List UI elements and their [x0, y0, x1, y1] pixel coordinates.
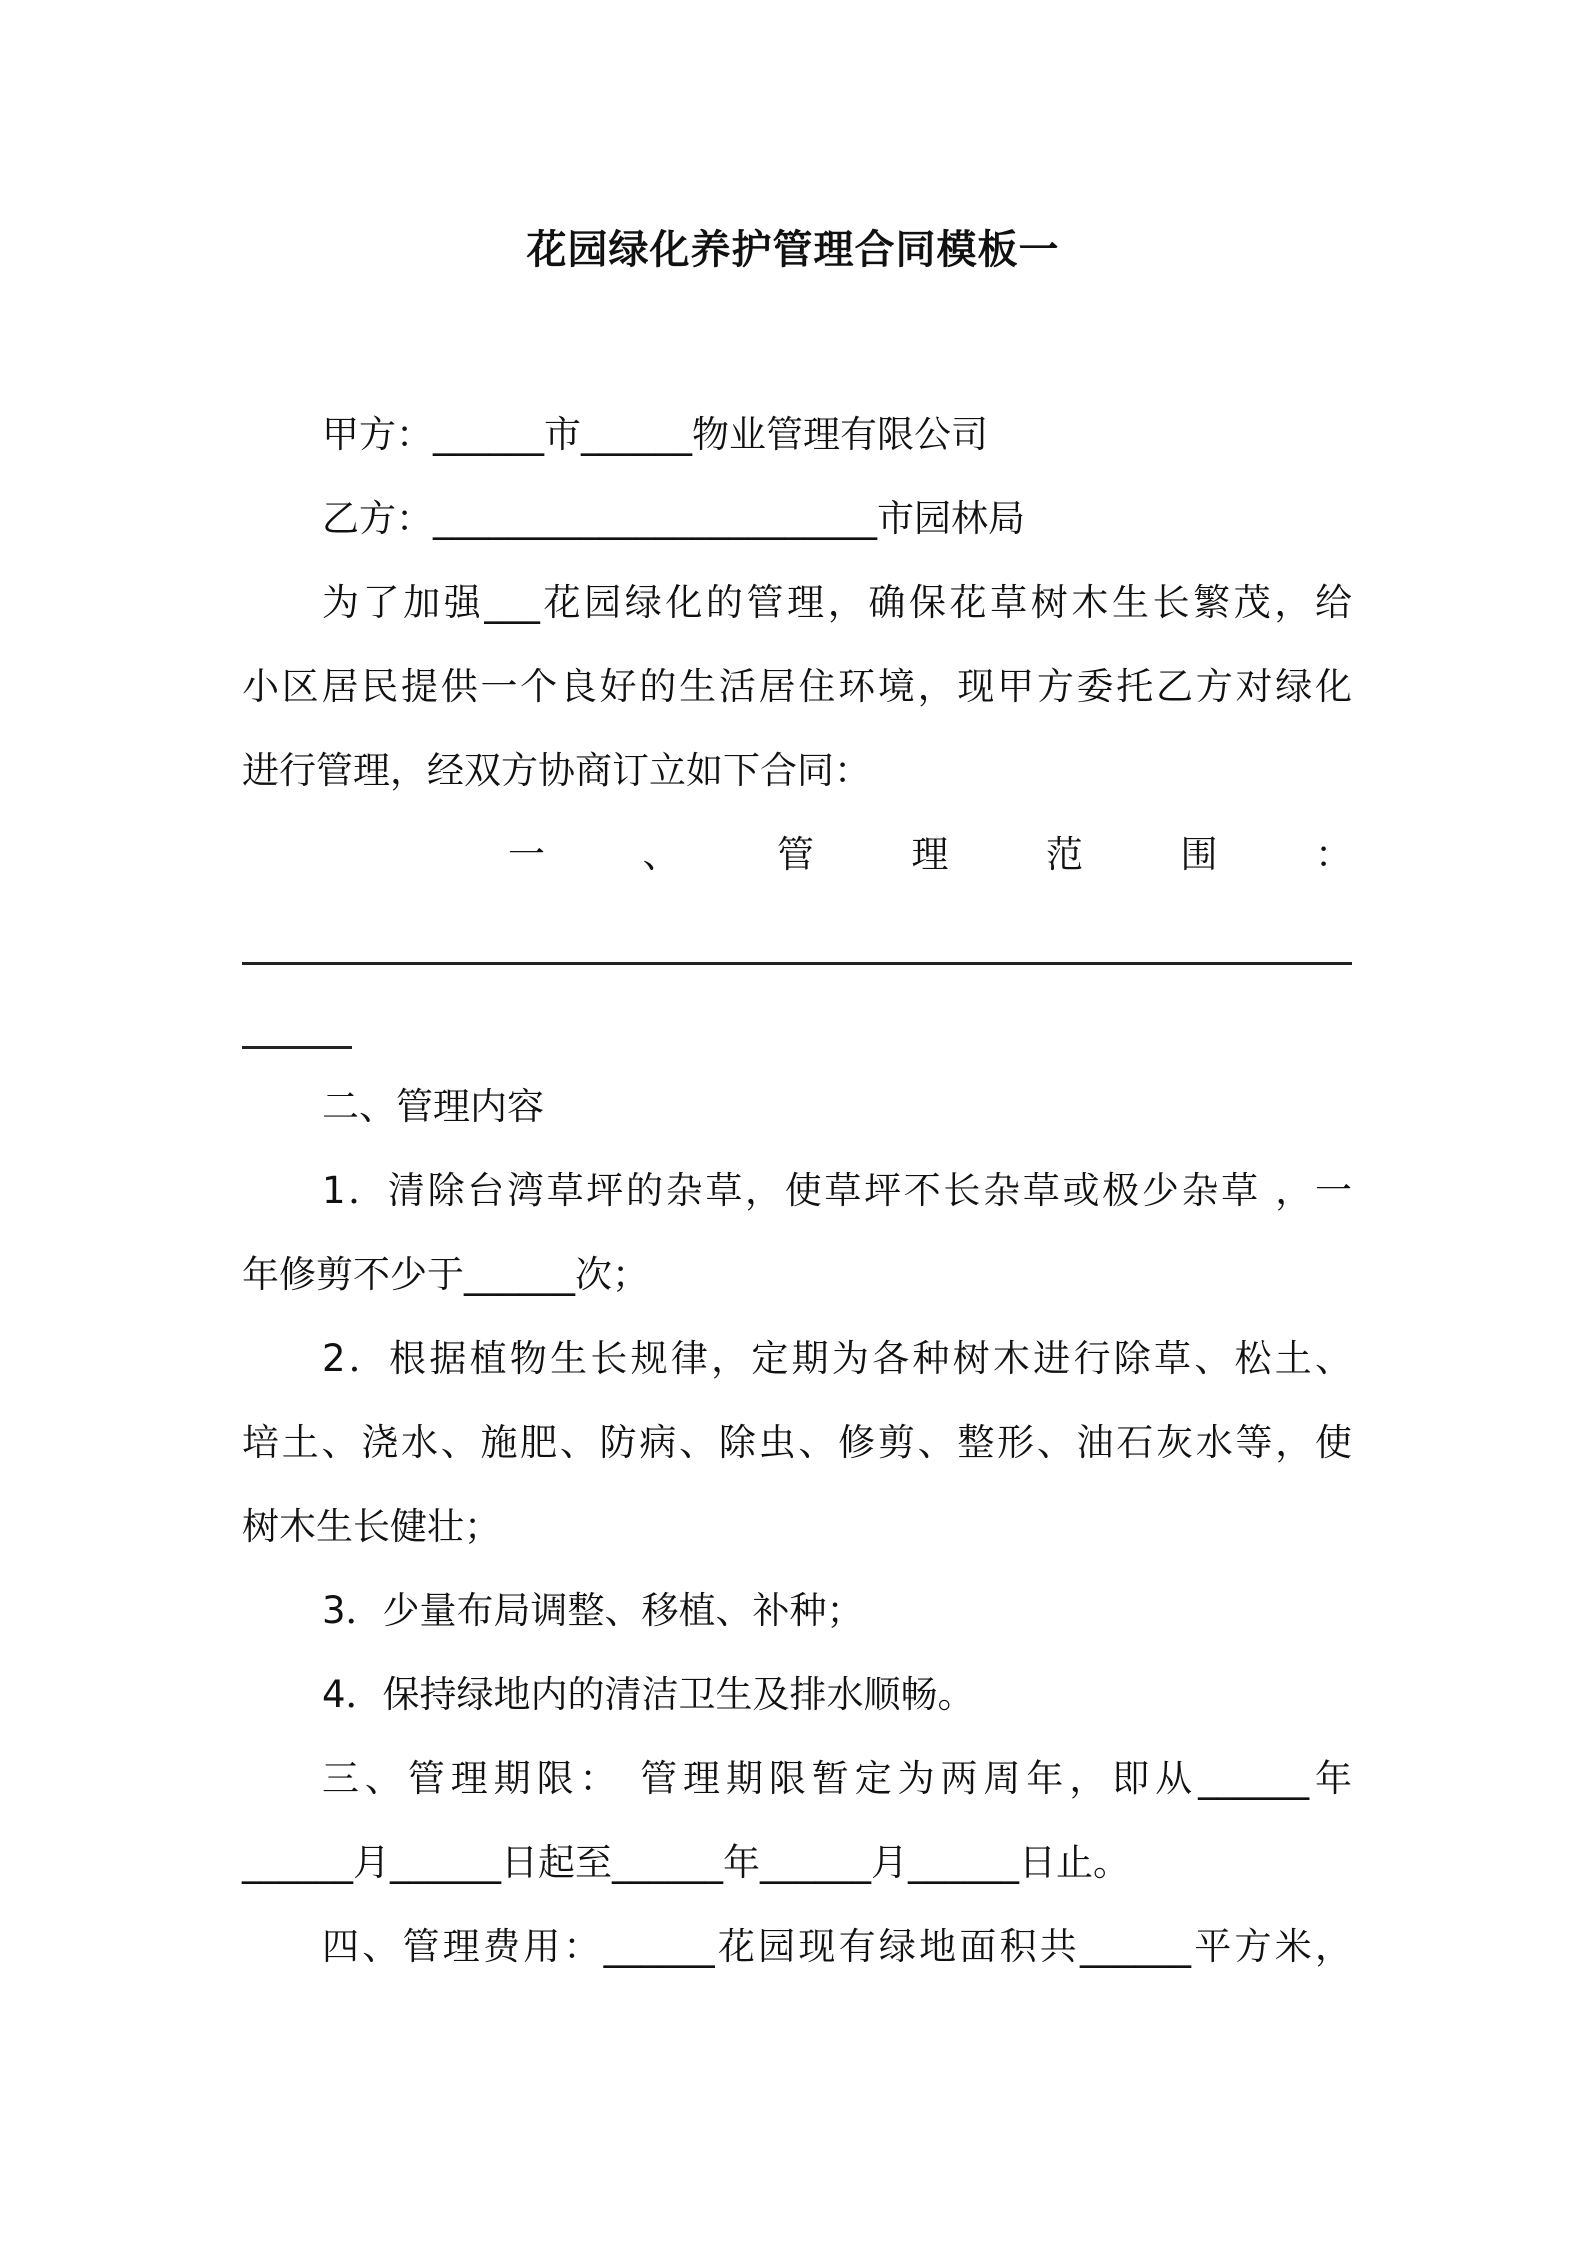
intro-line-2: 小区居民提供一个良好的生活居住环境，现甲方委托乙方对绿化 [242, 665, 1352, 708]
section-3-line-2: ______月______日起至______年______月______日止。 [242, 1841, 1130, 1884]
section-2-heading: 二、管理内容 [322, 1085, 544, 1128]
section-1-heading: 一 、 管 理 范 围 ： [508, 833, 1352, 876]
scope-blank-line-end [242, 1046, 352, 1049]
item-2-line-2: 培土、浇水、施肥、防病、除虫、修剪、整形、油石灰水等，使 [242, 1421, 1352, 1464]
item-1-line-1: 1．清除台湾草坪的杂草，使草坪不长杂草或极少杂草 ，一 [322, 1169, 1352, 1212]
party-b-line: 乙方：________________________市园林局 [322, 497, 1025, 540]
item-3: 3．少量布局调整、移植、补种； [322, 1589, 864, 1632]
scope-blank-line [242, 962, 1352, 965]
party-a-line: 甲方：______市______物业管理有限公司 [322, 413, 988, 456]
item-2-line-1: 2．根据植物生长规律，定期为各种树木进行除草、松土、 [322, 1337, 1352, 1380]
section-4-line-1: 四、管理费用：______花园现有绿地面积共______平方米， [322, 1925, 1352, 1968]
item-2-line-3: 树木生长健壮； [242, 1505, 501, 1548]
item-4: 4．保持绿地内的清洁卫生及排水顺畅。 [322, 1673, 975, 1716]
intro-line-3: 进行管理，经双方协商订立如下合同： [242, 749, 871, 792]
intro-line-1: 为了加强___花园绿化的管理，确保花草树木生长繁茂，给 [322, 581, 1352, 624]
section-3-line-1: 三、管理期限： 管理期限暂定为两周年，即从______年 [322, 1757, 1352, 1800]
item-1-line-2: 年修剪不少于______次； [242, 1253, 649, 1296]
page-title: 花园绿化养护管理合同模板一 [526, 227, 1060, 273]
